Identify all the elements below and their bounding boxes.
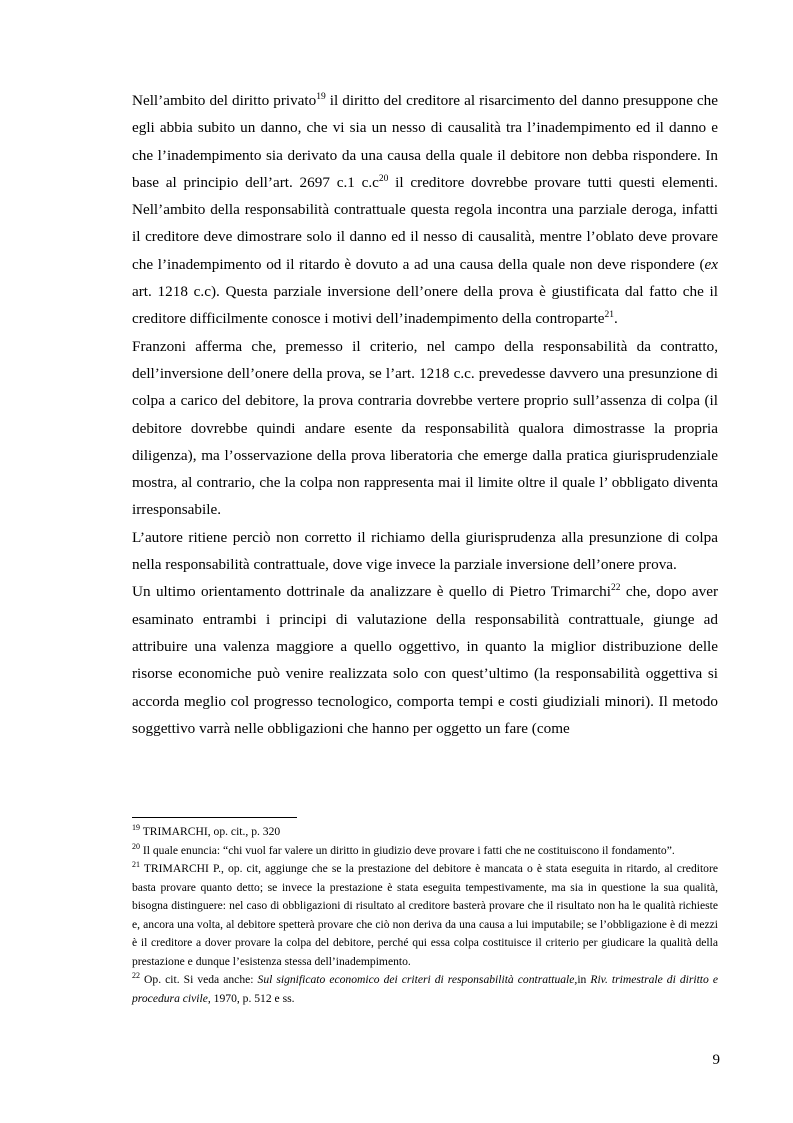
footnote-italic-journal: Riv. trimestrale di diritto e procedura civile [132,973,718,1005]
footnote-number: 21 [132,860,140,870]
footnote-ref-22: 22 [610,583,621,594]
footnote-ref-19: 19 [316,91,326,102]
footnote-text: in [577,973,591,986]
paragraph-1-text-d: art. 1218 c.c). Questa parziale inversione dell’onere della prova è giustificata dal fatto che il creditore difficilmente conosce i motivi dell’inadempimento della controparte [132,283,718,328]
footnotes [132,823,718,1008]
footnote-22 [132,971,718,1008]
footnote-text: Il quale enuncia: “chi vuol far valere un diritto in giudizio deve provare i fatti che ne costituiscono il fondamento”. [140,843,675,857]
paragraph-1-text-e: . [613,310,618,328]
paragraph-3: L’autore ritiene perciò non corretto il richiamo della giurisprudenza alla presunzione di colpa nella responsabilità contrattuale, dove vige invece la parziale inversione dell’onere prova. [132,528,718,574]
footnote-text: , 1970, p. 512 e ss. [207,991,295,1005]
paragraph-4-text-a: Un ultimo orientamento dottrinale da analizzare è quello di Pietro Trimarchi [132,583,611,601]
paragraph-1-text-a: Nell’ambito del diritto privato [132,92,317,109]
footnote-ref-21: 21 [604,310,614,321]
footnote-text: TRIMARCHI, op. cit., p. 320 [140,825,281,838]
paragraph-1-text-b: il diritto del creditore al risarcimento del danno presuppone che egli abbia subito un danno, che vi sia un nesso di causalità tra l’inadempimento ed il danno e che l’inadempimento sia derivato da una causa della quale il debitore non debba rispondere. In base al principio dell’art. 2697 c.1 c.c [132,92,718,191]
paragraph-2: Franzoni afferma che, premesso il criterio, nel campo della responsabilità da contratto, dell’inversione dell’onere della prova, se l’art. 1218 c.c. prevedesse davvero una presunzione di colpa a carico del debitore, la prova contraria dovrebbe vertere proprio sull’assenza di colpa (il debitore dovrebbe quindi andare esente da responsabilità qualora dimostrasse la propria diligenza), ma l’osservazione della prova liberatoria che emerge dalla pratica giurisprudenziale mostra, al contrario, che la colpa non rappresenta mai il limite oltre il quale l’ obbligato diventa irresponsabile. [132,337,718,519]
footnote-text: TRIMARCHI P., op. cit, aggiunge che se la prestazione del debitore è mancata o è stata eseguita in ritardo, al creditore basta provare quanto detto; se invece la prestazione è stata eseguita tempestivamente, ma sia in questione la sua qualità, bisogna distinguere: nel caso di obbligazioni di risultato al creditore basterà provare che il risultato non ha le qualità richieste e, ancora una volta, al debitore spetterà provare che ciò non deriva da una causa a lui imputabile; se l’obbligazione è di mezzi è il creditore a dover provare la colpa del debitore, perché qui essa colpa costituisce il criterio per giudicare la qualità della prestazione e dunque l’esistenza stessa dell’inadempimento. [132,862,718,968]
paragraph-4 [132,578,718,742]
paragraph-1 [132,87,718,333]
footnote-italic-title: Sul significato economico dei criteri di responsabilità contrattuale, [257,973,578,986]
paragraph-1-text-c: il creditore dovrebbe provare tutti questi elementi. Nell’ambito della responsabilità contrattuale questa regola incontra una parziale deroga, infatti il creditore deve dimostrare solo il danno ed il nesso di causalità, mentre l’oblato deve provare che l’inadempimento od il ritardo è dovuto a ad una causa della quale non deve rispondere ( [132,173,718,273]
body-text [132,87,718,742]
footnote-20 [132,842,718,861]
footnote-21 [132,860,718,971]
footnote-number: 19 [132,823,140,833]
paragraph-4-text-b: che, dopo aver esaminato entrambi i principi di valutazione della responsabilità contrattuale, giunge ad attribuire una valenza maggiore a quello oggettivo, in quanto la miglior distribuzione delle risorse economiche può venire realizzata solo con quest’ultimo (la responsabilità oggettiva si accorda meglio col progresso tecnologico, comporta tempi e costi giudiziali minori). Il metodo soggettivo varrà nelle obbligazioni che hanno per oggetto un fare (come [132,583,718,737]
footnote-ref-20: 20 [378,173,389,184]
footnote-number: 20 [132,841,140,851]
paragraph-1-italic-ex: ex [704,255,718,273]
footnote-divider [132,817,297,818]
footnote-text: Op. cit. Si veda anche: [140,973,258,986]
footnote-19 [132,823,718,842]
footnote-number: 22 [132,971,140,981]
page-number: 9 [712,1052,720,1068]
